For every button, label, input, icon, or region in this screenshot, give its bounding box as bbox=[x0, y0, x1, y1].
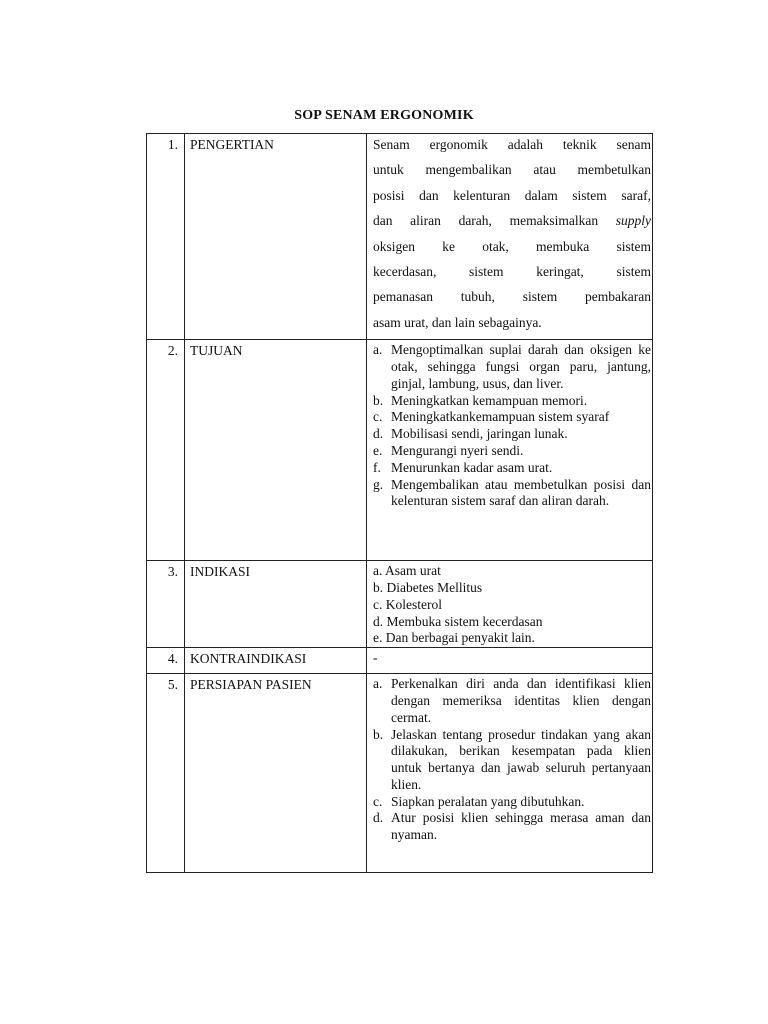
definition-line-text: dan aliran darah, memaksimalkan bbox=[373, 213, 599, 229]
preparation-list bbox=[373, 676, 651, 844]
row-content-contraindications: - bbox=[367, 648, 653, 674]
row-content-indications bbox=[367, 561, 653, 648]
list-item bbox=[373, 426, 651, 443]
definition-line: untuk mengembalikan atau membetulkan bbox=[373, 162, 651, 178]
definition-line: kecerdasan, sistem keringat, sistem bbox=[373, 263, 651, 279]
table-row bbox=[147, 134, 653, 340]
list-item bbox=[373, 727, 651, 794]
row-number: 3. bbox=[147, 561, 185, 648]
row-label: PERSIAPAN PASIEN bbox=[185, 674, 367, 873]
page-title: SOP SENAM ERGONOMIK bbox=[294, 108, 474, 123]
list-marker: d. bbox=[373, 426, 384, 442]
list-marker: g. bbox=[373, 476, 384, 492]
list-item bbox=[373, 794, 651, 811]
table-row bbox=[147, 340, 653, 561]
row-number: 1. bbox=[147, 134, 185, 340]
list-item-text: Jelaskan tentang prosedur tindakan yang akan dilakukan, berikan kesempatan pada klien untuk bertanya dan jawab seluruh pertanyaan klien. bbox=[391, 726, 651, 792]
definition-line: posisi dan kelenturan dalam sistem saraf, bbox=[373, 187, 651, 203]
list-item bbox=[373, 409, 651, 426]
list-item bbox=[373, 393, 651, 410]
list-item: b. Diabetes Mellitus bbox=[373, 579, 483, 595]
goals-list bbox=[373, 342, 651, 510]
row-number: 2. bbox=[147, 340, 185, 561]
list-item bbox=[373, 342, 651, 392]
list-marker: d. bbox=[373, 810, 384, 826]
list-marker: e. bbox=[373, 442, 383, 458]
list-item bbox=[373, 443, 651, 460]
list-item-text: Meningkatkankemampuan sistem syaraf bbox=[391, 409, 610, 425]
row-label: TUJUAN bbox=[185, 340, 367, 561]
definition-line: Senam ergonomik adalah teknik senam bbox=[373, 137, 651, 152]
list-item-text: Siapkan peralatan yang dibutuhkan. bbox=[391, 793, 585, 809]
definition-line-with-italic bbox=[373, 212, 651, 237]
list-item bbox=[373, 477, 651, 511]
list-marker: b. bbox=[373, 726, 384, 742]
list-item-text: Menurunkan kadar asam urat. bbox=[391, 459, 553, 475]
row-label: KONTRAINDIKASI bbox=[185, 648, 367, 674]
italic-term: supply bbox=[615, 213, 651, 229]
list-item-text: Mobilisasi sendi, jaringan lunak. bbox=[391, 426, 568, 442]
sop-table bbox=[146, 133, 653, 873]
row-content-goals bbox=[367, 340, 653, 561]
list-item bbox=[373, 460, 651, 477]
row-content-patient-preparation bbox=[367, 674, 653, 873]
row-number: 4. bbox=[147, 648, 185, 674]
table-row bbox=[147, 561, 653, 648]
list-item: a. Asam urat bbox=[373, 563, 441, 579]
list-item: e. Dan berbagai penyakit lain. bbox=[373, 630, 535, 646]
row-number: 5. bbox=[147, 674, 185, 873]
row-label: PENGERTIAN bbox=[185, 134, 367, 340]
list-marker: c. bbox=[373, 793, 383, 809]
definition-line: pemanasan tubuh, sistem pembakaran bbox=[373, 289, 651, 305]
definition-line: asam urat, dan lain sebagainya. bbox=[373, 314, 542, 330]
row-content-definition bbox=[367, 134, 653, 340]
list-item: d. Membuka sistem kecerdasan bbox=[373, 613, 543, 629]
definition-line: oksigen ke otak, membuka sistem bbox=[373, 238, 651, 254]
list-marker: a. bbox=[373, 342, 383, 358]
list-item-text: Perkenalkan diri anda dan identifikasi klien dengan memeriksa identitas klien dengan cermat. bbox=[391, 676, 651, 725]
list-item: c. Kolesterol bbox=[373, 596, 442, 612]
list-item-text: Mengurangi nyeri sendi. bbox=[391, 442, 524, 458]
list-item-text: Mengoptimalkan suplai darah dan oksigen ke otak, sehingga fungsi organ paru, jantung, ginjal, lambung, usus, dan liver. bbox=[391, 342, 651, 391]
row-label: INDIKASI bbox=[185, 561, 367, 648]
list-marker: c. bbox=[373, 409, 383, 425]
list-item bbox=[373, 810, 651, 844]
list-item-text: Mengembalikan atau membetulkan posisi dan kelenturan sistem saraf dan aliran darah. bbox=[391, 476, 651, 509]
list-marker: f. bbox=[373, 459, 381, 475]
list-item-text: Meningkatkan kemampuan memori. bbox=[391, 392, 588, 408]
list-marker: a. bbox=[373, 676, 383, 692]
list-item-text: Atur posisi klien sehingga merasa aman dan nyaman. bbox=[391, 810, 651, 843]
table-row bbox=[147, 674, 653, 873]
list-item bbox=[373, 676, 651, 726]
list-marker: b. bbox=[373, 392, 384, 408]
table-row bbox=[147, 648, 653, 674]
